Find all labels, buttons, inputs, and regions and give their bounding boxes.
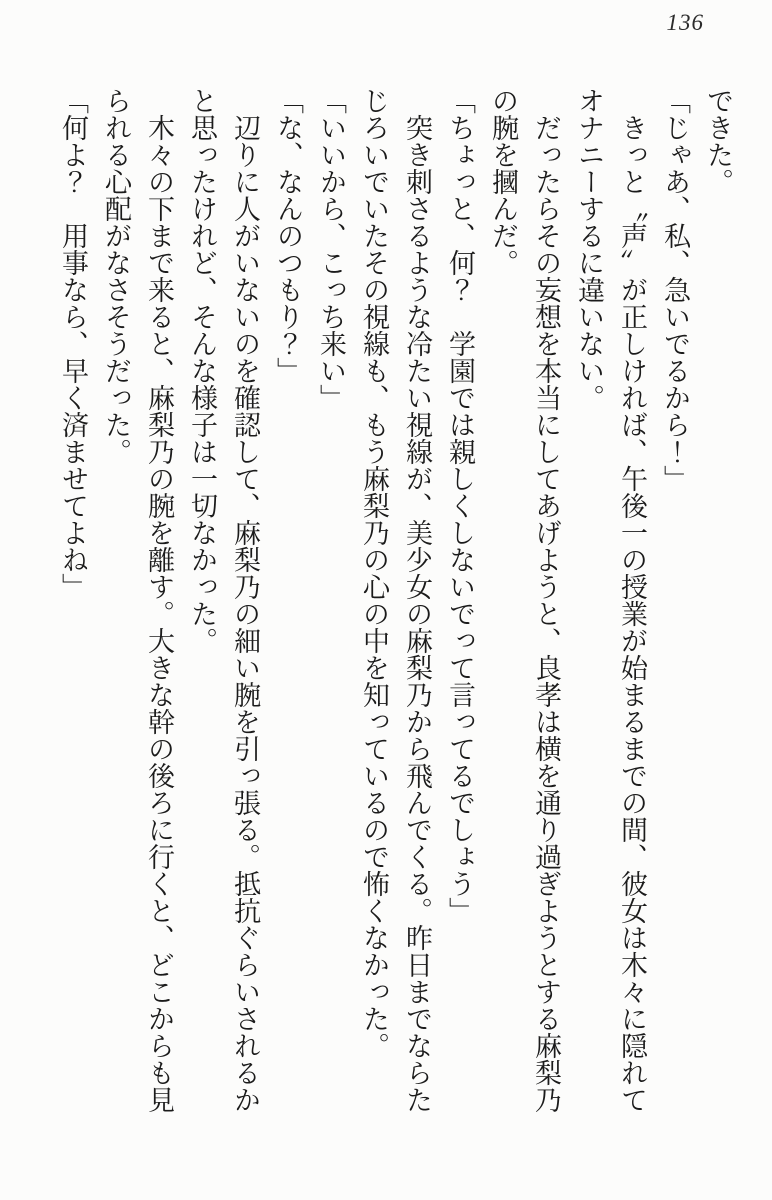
- paragraph-narration: 木々の下まで来ると、麻梨乃の腕を離す。大きな幹の後ろに行くと、どこからも見られる心配がなさそうだった。: [101, 87, 174, 1113]
- paragraph-narration: きっと〝声〞が正しければ、午後一の授業が始まるまでの間、彼女は木々に隠れてオナニーするに違いない。: [574, 87, 647, 1113]
- paragraph-narration: 突き刺さるような冷たい視線が、美少女の麻梨乃から飛んでくる。昨日までならたじろいでいたその視線も、もう麻梨乃の心の中を知っているので怖くなかった。: [359, 87, 432, 1113]
- paragraph-dialogue: 「じゃあ、私、急いでるから！」: [660, 87, 690, 492]
- paragraph-narration: 辺りに人がいないのを確認して、麻梨乃の細い腕を引っ張る。抵抗ぐらいされるかと思ったけれど、そんな様子は一切なかった。: [187, 87, 260, 1113]
- paragraph-continuation: できた。: [703, 87, 733, 195]
- paragraph-narration: だったらその妄想を本当にしてあげようと、良孝は横を通り過ぎようとする麻梨乃の腕を摑んだ。: [488, 87, 561, 1113]
- paragraph-dialogue: 「何よ？ 用事なら、早く済ませてよね」: [58, 87, 88, 600]
- paragraph-dialogue: 「ちょっと、何？ 学園では親しくしないでって言ってるでしょう」: [445, 87, 475, 924]
- paragraph-dialogue: 「いいから、こっち来い」: [316, 87, 346, 411]
- text-area: [51, 87, 739, 1115]
- paragraph-dialogue: 「な、なんのつもり？」: [273, 87, 303, 384]
- page-number: 136: [666, 10, 704, 35]
